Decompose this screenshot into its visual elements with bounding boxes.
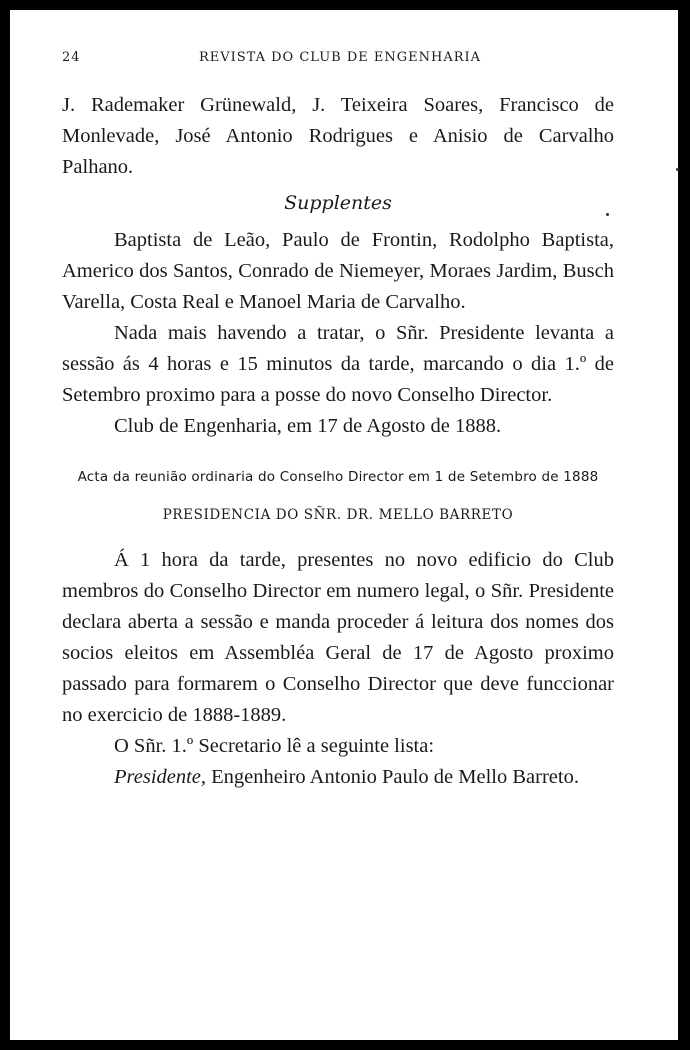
supplentes-heading: Supplentes <box>284 192 392 214</box>
page-number: 24 <box>62 50 81 65</box>
list-start <box>62 762 614 793</box>
book-page <box>10 10 678 1040</box>
closing-paragraph: Nada mais havendo a tratar, o Sñr. Presidente levanta a sessão ás 4 horas e 15 minutos da tarde, marcando o dia 1.º de Setembro proximo para a posse do novo Conselho Director. <box>62 322 614 406</box>
opening-paragraph: Á 1 hora da tarde, presentes no novo edificio do Club membros do Conselho Director em numero legal, o Sñr. Presidente declara aberta a sessão e manda proceder á leitura dos nomes dos socios eleitos em Assembléa Geral de 17 de Agosto proximo passado para formarem o Conselho Director que deve funccionar no exercicio de 1888-1889. <box>62 549 614 726</box>
members-continuation: J. Rademaker Grünewald, J. Teixeira Soares, Francisco de Monlevade, José Antonio Rodrigues e Anisio de Carvalho Palhano. <box>62 94 614 178</box>
scan-speck <box>606 213 609 216</box>
page-body <box>62 90 614 793</box>
running-header <box>62 50 618 70</box>
scan-speck <box>676 168 679 171</box>
presidencia-heading: PRESIDENCIA DO SÑR. DR. MELLO BARRETO <box>162 507 514 523</box>
supplentes-names: Baptista de Leão, Paulo de Frontin, Rodolpho Baptista, Americo dos Santos, Conrado de Niemeyer, Moraes Jardim, Busch Varella, Costa Real e Manoel Maria de Carvalho. <box>62 229 614 313</box>
running-title: REVISTA DO CLUB DE ENGENHARIA <box>198 50 482 65</box>
list-text-presidente: Engenheiro Antonio Paulo de Mello Barreto. <box>206 766 579 788</box>
list-label-presidente: Presidente, <box>114 766 207 788</box>
secretary-line: O Sñr. 1.º Secretario lê a seguinte lista: <box>114 735 435 757</box>
date-line: Club de Engenharia, em 17 de Agosto de 1888. <box>114 415 502 437</box>
acta-title: Acta da reunião ordinaria do Conselho Director em 1 de Setembro de 1888 <box>77 469 599 485</box>
